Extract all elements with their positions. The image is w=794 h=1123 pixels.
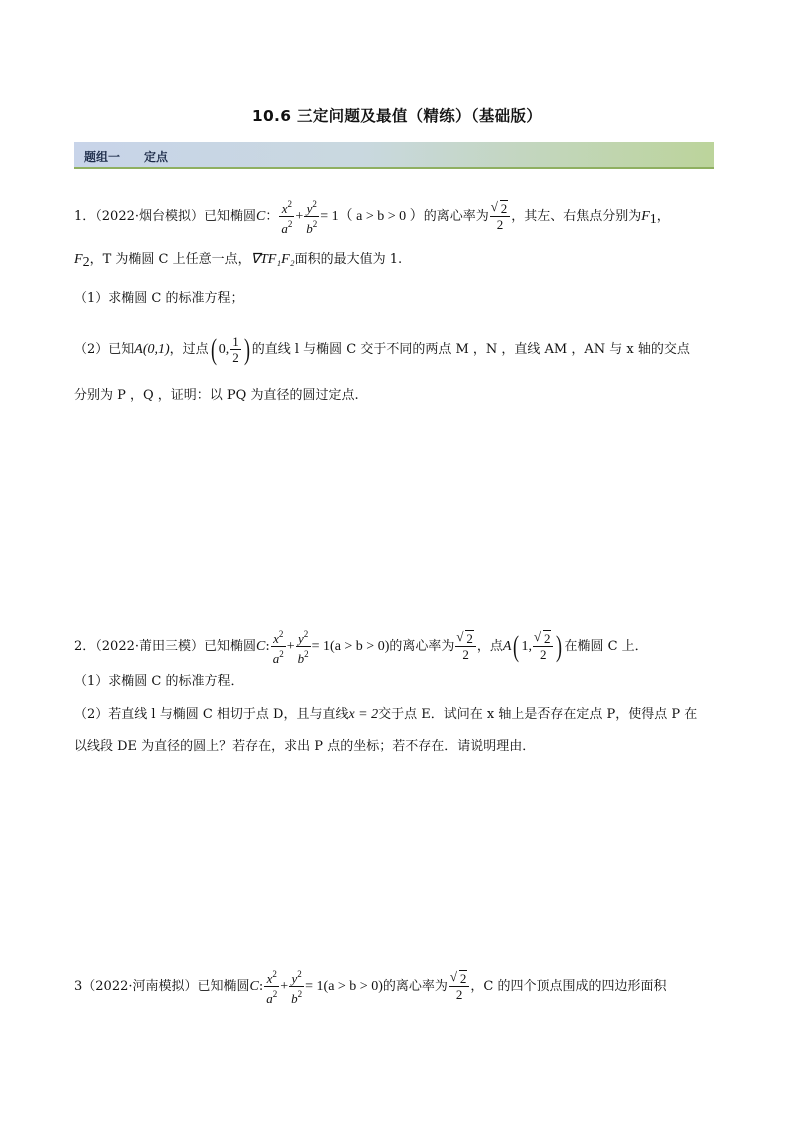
fraction-x2-a2: $\frac{x^2}{a^2}$	[266, 969, 278, 1006]
problem-1-line-1: 1．（2022·烟台模拟）已知椭圆C： $\frac{x^2}{a^2}$ + $\frac{y^2}{b^2}$ = 1（ a > b > 0 ）的离心率为 √ $\frac{2}{2}$ ，其左、右焦点分别为$F_1$，	[74, 197, 670, 236]
fraction-x2-a2: $\frac{x^2}{a^2}$	[281, 199, 293, 236]
problem-2-tail: 在椭圆 C 上．	[564, 639, 648, 654]
fraction-sqrt2-over-2: √ $\frac{2}{2}$	[455, 631, 476, 662]
problem-1-text: ，T 为椭圆 C 上任意一点，	[89, 252, 251, 267]
condition: = 1(a > b > 0)	[311, 639, 390, 654]
problem-3-tail: ，C 的四个顶点围成的四边形面积	[470, 979, 667, 994]
problem-2-q2-line-1	[74, 705, 697, 725]
problem-1-line-2: $F_2$，T 为椭圆 C 上任意一点，∇TF₁F₂面积的最大值为 1.	[74, 252, 403, 270]
point-label: ，点	[476, 639, 503, 654]
foci-text: ，其左、右焦点分别为	[511, 209, 642, 224]
fraction-y2-b2: $\frac{y^2}{b^2}$	[297, 629, 309, 666]
problem-1-number: 1．（2022·烟台模拟）已知椭圆	[74, 209, 256, 224]
fraction-y2-b2: $\frac{y^2}{b^2}$	[306, 199, 318, 236]
fraction-y2-b2: $\frac{y^2}{b^2}$	[291, 969, 303, 1006]
colon: ：	[265, 209, 279, 224]
line-equation: x = 2	[348, 707, 379, 722]
fraction-one-half: $\frac{1}{2}$	[232, 334, 239, 365]
eccentricity-label: 的离心率为	[389, 639, 455, 654]
fraction-sqrt2-over-2: √ $\frac{2}{2}$	[533, 631, 554, 662]
point-a: A(0,1)	[134, 342, 170, 357]
focus-f1: F	[641, 209, 650, 224]
problem-2-q2-line-2: 以线段 DE 为直径的圆上？若存在，求出 P 点的坐标；若不存在．请说明理由．	[74, 739, 536, 754]
problem-3-line-1: 3（2022·河南模拟）已知椭圆C: $\frac{x^2}{a^2}$ + $\frac{y^2}{b^2}$ = 1(a > b > 0)的离心率为 √ $\frac{2}{2}$ ，C 的四个顶点围成的四边形面积	[74, 967, 666, 1006]
condition: = 1(a > b > 0)	[305, 979, 383, 994]
problem-1-q2-line-2: 分别为 P ，Q ，证明：以 PQ 为直径的圆过定点.	[74, 388, 359, 403]
eccentricity-label: 的离心率为	[423, 209, 489, 224]
q2-prefix: （2）已知	[74, 342, 135, 357]
fraction-sqrt2-over-2: √ $\frac{2}{2}$	[449, 971, 470, 1002]
fraction-sqrt2-over-2: √ $\frac{2}{2}$	[490, 201, 511, 232]
problem-2-line-1: 2．（2022·莆田三模）已知椭圆C: $\frac{x^2}{a^2}$ + $\frac{y^2}{b^2}$ = 1(a > b > 0)的离心率为 √ $\frac{2}{2}$ ，点A( 1, √ $\frac{2}{2}$ ) 在椭圆 C 上．	[74, 627, 648, 666]
ellipse-var: C	[256, 209, 266, 224]
section-banner	[74, 142, 714, 169]
q2-prefix: （2）若直线 l 与椭圆 C 相切于点 D，且与直线	[74, 707, 349, 722]
condition: （ a > b > 0 ）	[338, 209, 424, 224]
eccentricity-label: 的离心率为	[382, 979, 448, 994]
problem-2-number: 2．（2022·莆田三模）已知椭圆	[74, 639, 256, 654]
problem-2-q1: （1）求椭圆 C 的标准方程．	[74, 674, 244, 689]
focus-f2: F	[74, 252, 83, 267]
q2-text: 的直线 l 与椭圆 C 交于不同的两点 M ，N ，直线 AM ，AN 与 x 轴的交点	[251, 342, 690, 357]
problem-1-tail: 面积的最大值为 1.	[294, 252, 403, 267]
q2-through: ，过点	[169, 342, 209, 357]
fraction-x2-a2: $\frac{x^2}{a^2}$	[272, 629, 284, 666]
q2-text: 交于点 E．试问在 x 轴上是否存在定点 P，使得点 P 在	[378, 707, 698, 722]
triangle-symbol: ∇TF₁F₂	[250, 252, 295, 267]
problem-3-number: 3（2022·河南模拟）已知椭圆	[74, 979, 250, 994]
problem-1-q1: （1）求椭圆 C 的标准方程；	[74, 291, 244, 306]
section-banner-label: 题组一 定点	[84, 150, 169, 164]
page-title: 10.6 三定问题及最值（精练）（基础版）	[251, 107, 543, 125]
problem-1-q2-line-1: （2）已知A(0,1)，过点( 0, $\frac{1}{2}$ ) 的直线 l 与椭圆 C 交于不同的两点 M ，N ，直线 AM ，AN 与 x 轴的交点	[74, 332, 690, 366]
